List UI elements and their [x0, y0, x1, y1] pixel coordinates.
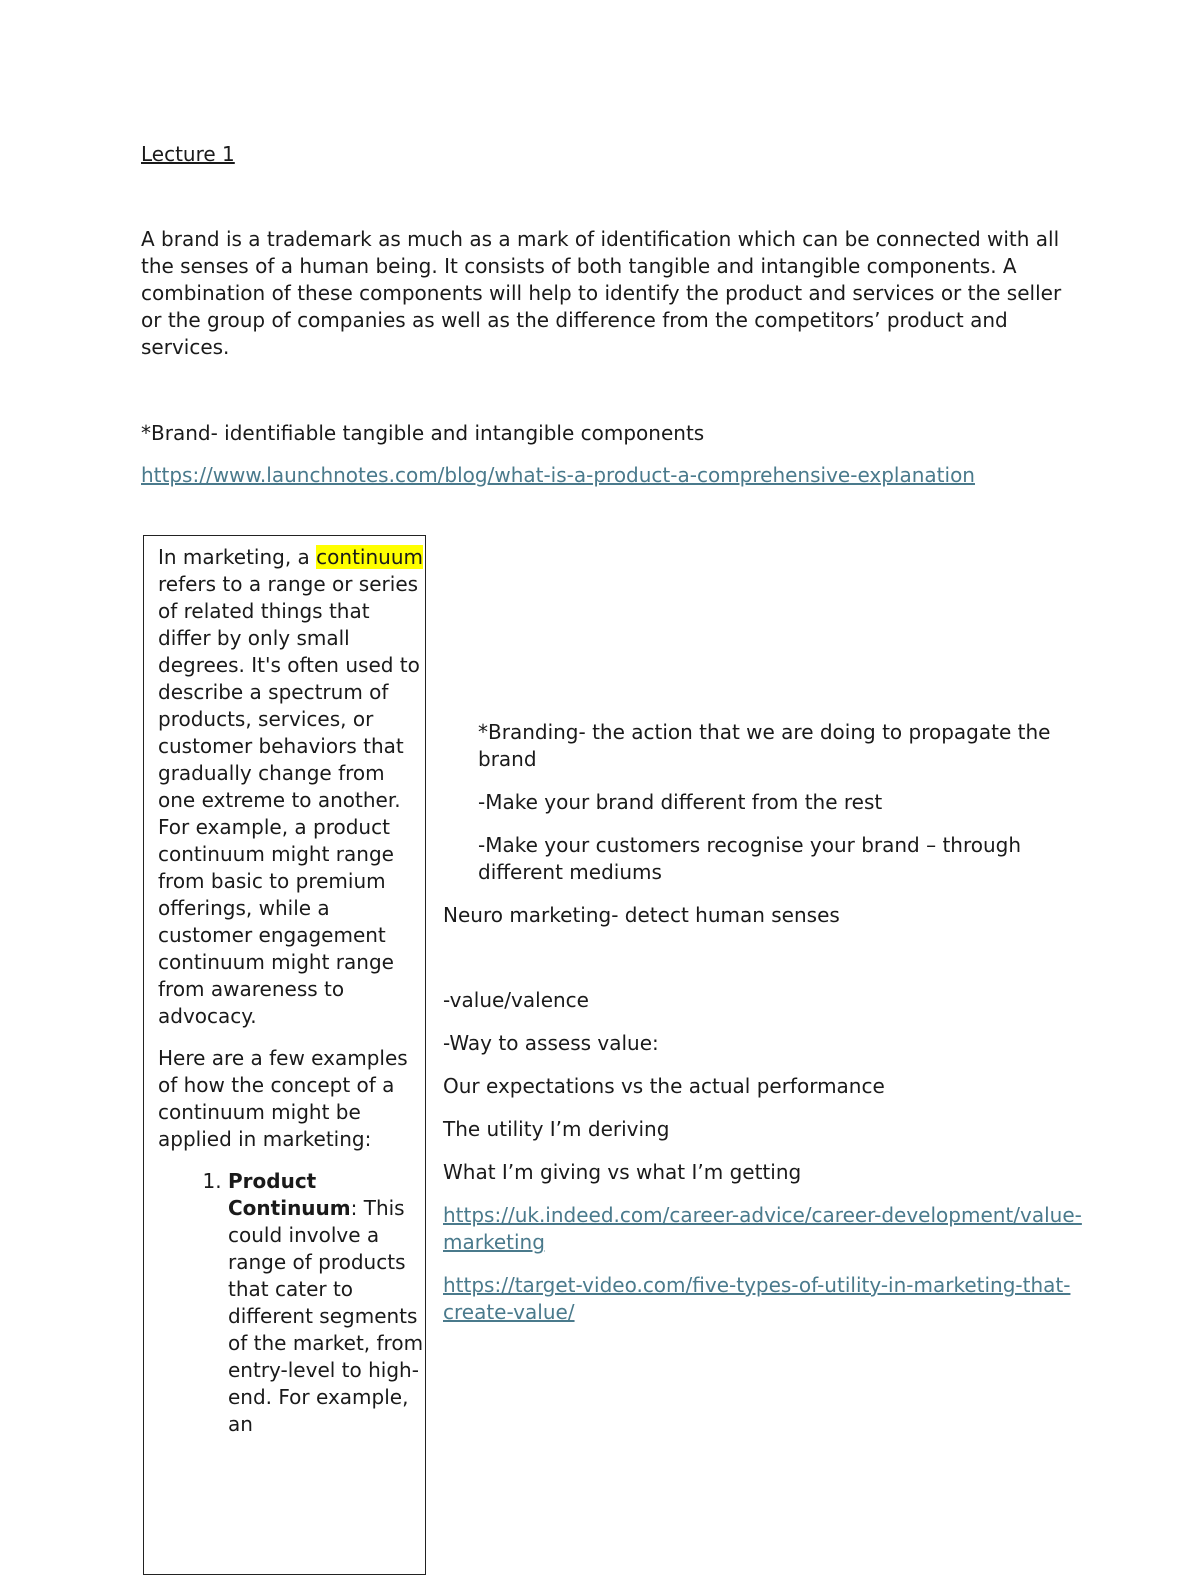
intro-paragraph: A brand is a trademark as much as a mark of identification which can be connected with all the senses of a human being. It consists of both tangible and intangible components. A combination of these components will help to identify the product and services or the seller or the group of companies as well as the difference from the competitors’ product and services. [141, 227, 1062, 359]
highlighted-term: continuum [316, 545, 423, 569]
notes-column [443, 719, 1083, 1342]
branding-point-2: -Make your customers recognise your brand – through different mediums [478, 833, 1022, 884]
continuum-text-start: In marketing, a [158, 545, 317, 569]
examples-intro: Here are a few examples of how the concept of a continuum might be applied in marketing: [158, 1046, 408, 1151]
giving-getting-note: What I’m giving vs what I’m getting [443, 1160, 802, 1184]
branding-point-1: -Make your brand different from the rest [478, 790, 883, 814]
continuum-text-box [143, 535, 426, 1575]
list-item-heading: Product Continuum [228, 1169, 351, 1220]
continuum-paragraph [158, 544, 425, 1030]
launchnotes-link[interactable]: https://www.launchnotes.com/blog/what-is-a-product-a-comprehensive-explanation [141, 463, 975, 487]
expectations-note: Our expectations vs the actual performance [443, 1074, 885, 1098]
examples-list [158, 1168, 425, 1438]
branding-definition: *Branding- the action that we are doing to propagate the brand [478, 720, 1051, 771]
brand-definition: *Brand- identifiable tangible and intangible components [141, 421, 705, 445]
continuum-text-end: refers to a range or series of related things that differ by only small degrees. It's often used to describe a spectrum of products, services, or customer behaviors that gradually change from one extreme to another. For example, a product continuum might range from basic to premium offerings, while a customer engagement continuum might range from awareness to advocacy. [158, 572, 420, 1028]
value-note: -value/valence [443, 988, 589, 1012]
target-video-link[interactable]: https://target-video.com/five-types-of-utility-in-marketing-that-create-value/ [443, 1273, 1071, 1324]
page-title: Lecture 1 [141, 142, 235, 166]
indeed-link[interactable]: https://uk.indeed.com/career-advice/career-development/value-marketing [443, 1203, 1082, 1254]
list-item-text: : This could involve a range of products that cater to different segments of the market, from entry-level to high-end. For example, an [228, 1196, 424, 1436]
assess-value-note: -Way to assess value: [443, 1031, 659, 1055]
list-item [228, 1168, 425, 1438]
neuro-marketing-note: Neuro marketing- detect human senses [443, 903, 840, 927]
utility-note: The utility I’m deriving [443, 1117, 670, 1141]
